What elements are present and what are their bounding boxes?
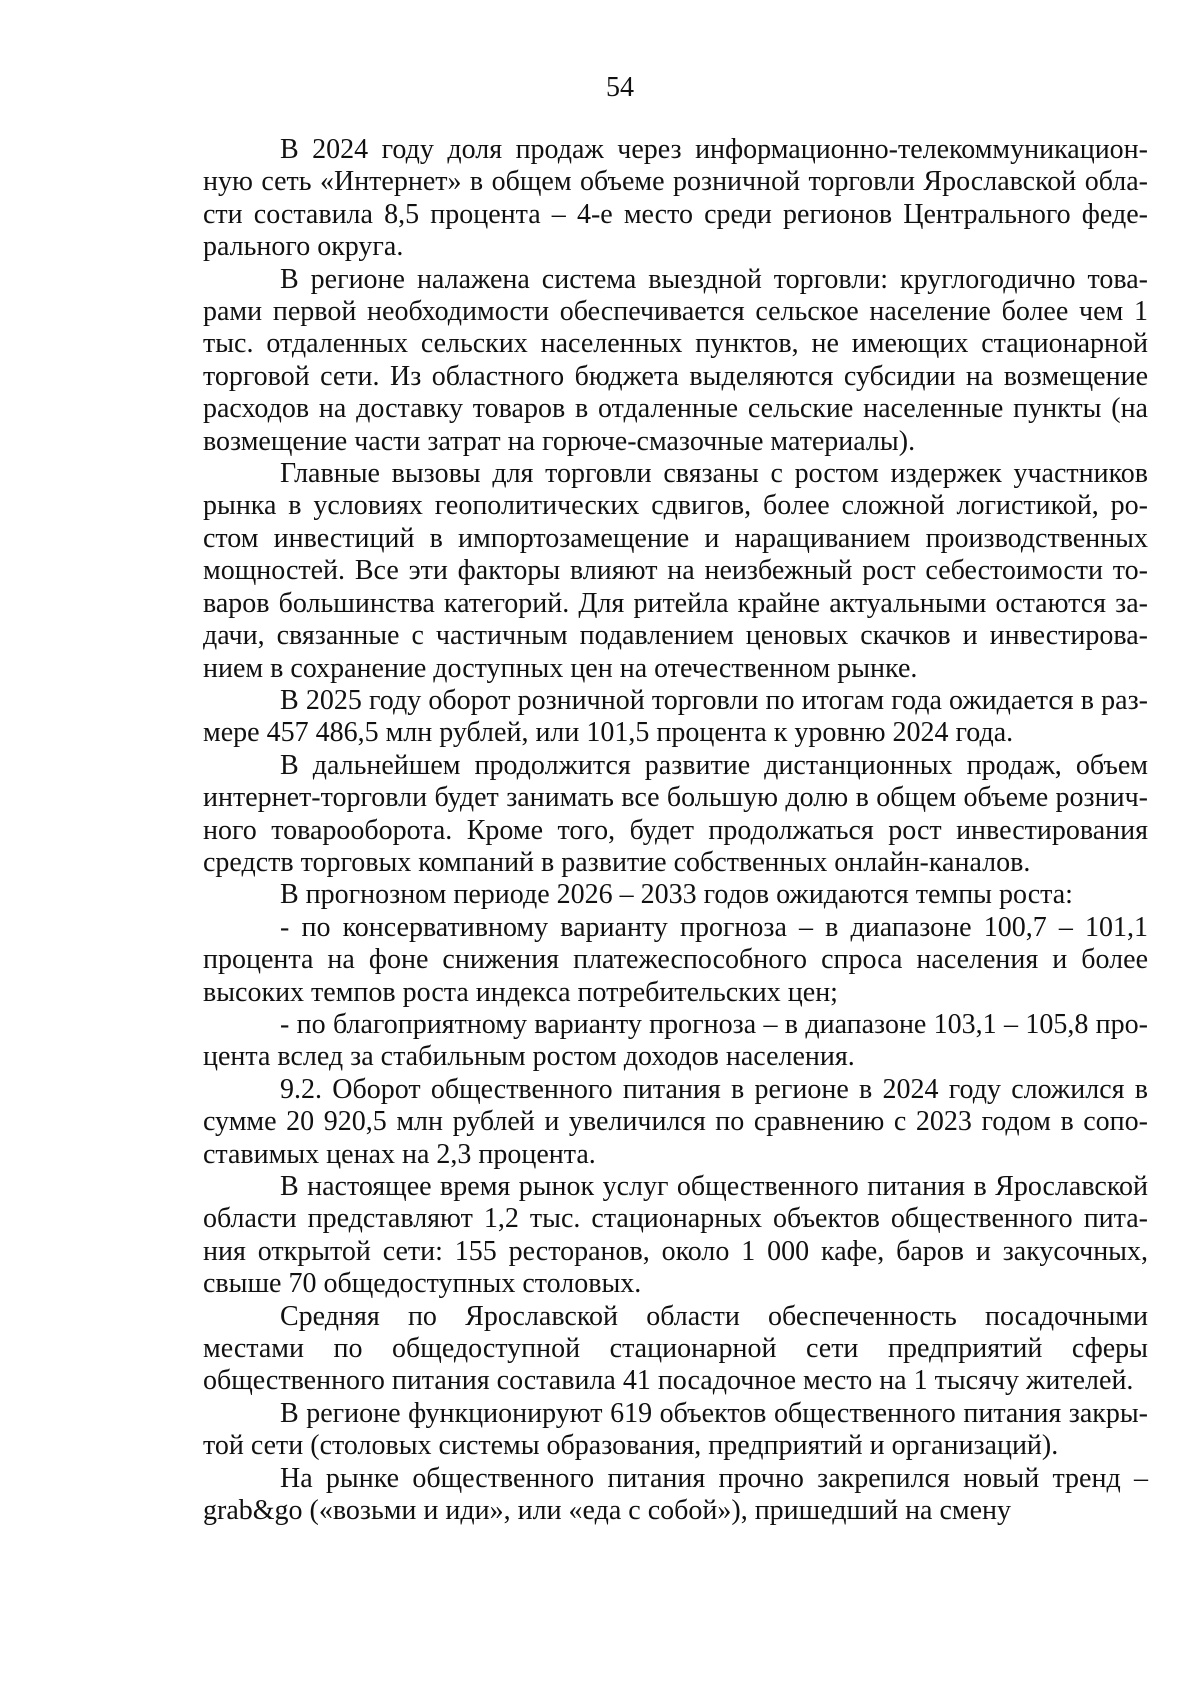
page-number: 54 bbox=[606, 72, 634, 103]
text-body bbox=[203, 134, 1148, 1527]
paragraph-favorable-variant: - по благоприятному варианту прогноза – в диапазоне 103,1 – 105,8 процента вслед за стабильным ростом доходов населения. bbox=[203, 1008, 1148, 1073]
paragraph-closed-network: В регионе функционируют 619 объектов общественного питания закрытой сети (столовых системы образования, предприятий и организаций). bbox=[203, 1397, 1148, 1462]
paragraph-conservative-variant: - по консервативному варианту прогноза – в диапазоне 100,7 – 101,1 процента на фоне снижения платежеспособного спроса населения и более высоких темпов роста индекса потребительских цен; bbox=[203, 911, 1148, 1008]
paragraph-mobile-trade: В регионе налажена система выездной торговли: круглогодично товарами первой необходимости обеспечивается сельское население более чем 1 тыс. отдаленных сельских населенных пунктов, не имеющих стационарной торговой сети. Из областного бюджета выделяются субсидии на возмещение расходов на доставку товаров в отдаленные сельские населенные пункты (на возмещение части затрат на горюче-смазочные материалы). bbox=[203, 263, 1148, 457]
paragraph-grab-and-go-trend: На рынке общественного питания прочно закрепился новый тренд – grab&go («возьми и иди», или «еда с собой»), пришедший на смену bbox=[203, 1462, 1148, 1527]
paragraph-catering-turnover: 9.2. Оборот общественного питания в регионе в 2024 году сложился в сумме 20 920,5 млн рублей и увеличился по сравнению с 2023 годом в сопоставимых ценах на 2,3 процента. bbox=[203, 1073, 1148, 1170]
paragraph-retail-turnover-2025: В 2025 году оборот розничной торговли по итогам года ожидается в размере 457 486,5 млн рублей, или 101,5 процента к уровню 2024 года. bbox=[203, 684, 1148, 749]
paragraph-seating-capacity: Средняя по Ярославской области обеспеченность посадочными местами по общедоступной стационарной сети предприятий сферы общественного питания составила 41 посадочное место на 1 тысячу жителей. bbox=[203, 1300, 1148, 1397]
paragraph-internet-sales-share: В 2024 году доля продаж через информационно-телекоммуникационную сеть «Интернет» в общем объеме розничной торговли Ярославской области составила 8,5 процента – 4-е место среди регионов Центрального федерального округа. bbox=[203, 134, 1148, 263]
paragraph-catering-market: В настоящее время рынок услуг общественного питания в Ярославской области представляют 1,2 тыс. стационарных объектов общественного питания открытой сети: 155 ресторанов, около 1 000 кафе, баров и закусочных, свыше 70 общедоступных столовых. bbox=[203, 1171, 1148, 1300]
paragraph-remote-sales-development: В дальнейшем продолжится развитие дистанционных продаж, объем интернет-торговли будет занимать все большую долю в общем объеме розничного товарооборота. Кроме того, будет продолжаться рост инвестирования средств торговых компаний в развитие собственных онлайн-каналов. bbox=[203, 749, 1148, 878]
paragraph-trade-challenges: Главные вызовы для торговли связаны с ростом издержек участников рынка в условиях геополитических сдвигов, более сложной логистикой, ростом инвестиций в импортозамещение и наращиванием производственных мощностей. Все эти факторы влияют на неизбежный рост себестоимости товаров большинства категорий. Для ритейла крайне актуальными остаются задачи, связанные с частичным подавлением ценовых скачков и инвестированием в сохранение доступных цен на отечественном рынке. bbox=[203, 458, 1148, 684]
paragraph-forecast-period: В прогнозном периоде 2026 – 2033 годов ожидаются темпы роста: bbox=[280, 879, 1073, 911]
